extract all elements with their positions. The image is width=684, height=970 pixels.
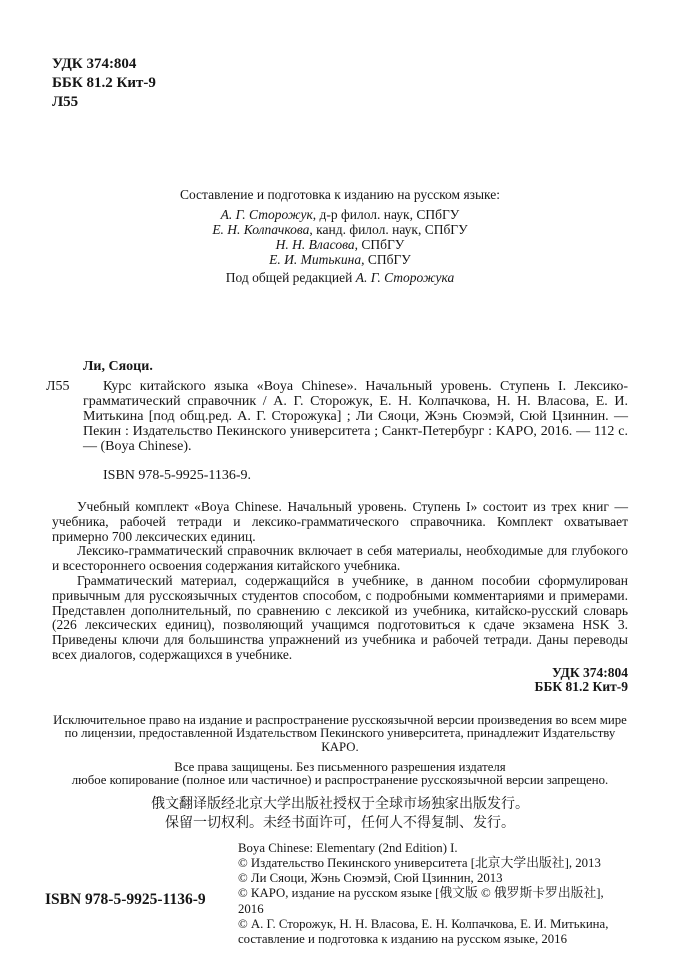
all-rights-reserved-notice — [52, 761, 628, 788]
editor-name: А. Г. Сторожука — [355, 270, 455, 285]
copyright-publisher-line: © Издательство Пекинского университета [北京大学出版社], 2013 — [238, 855, 601, 870]
copyright-title-line: Boya Chinese: Elementary (2nd Edition) I. — [238, 840, 458, 855]
compiler-name: Е. И. Митькина — [269, 252, 362, 267]
annotation-paragraph-1: Учебный комплект «Boya Chinese. Начальный уровень. Ступень I» состоит из трех книг — учебника, рабочей тетради и лексико-грамматического справочника. Комплект охватывает примерно 700 лексических единиц. — [52, 499, 628, 544]
catalog-author-heading: Ли, Сяоци. — [83, 359, 153, 374]
compiler-name: А. Г. Сторожук — [220, 207, 313, 222]
compiler-line — [52, 222, 628, 237]
editor-line — [52, 270, 628, 286]
bbk-code-bottom: ББК 81.2 Кит-9 — [534, 679, 628, 695]
author-sign-code: Л55 — [52, 94, 79, 110]
compiler-role: , д-р филол. наук, СПбГУ — [312, 207, 460, 222]
compiler-name: Н. Н. Власова — [275, 237, 355, 252]
compiler-role: , канд. филол. наук, СПбГУ — [309, 222, 468, 237]
exclusive-rights-line-1: Исключительное право на издание и распространение русскоязычной версии произведения во всем мире — [53, 712, 627, 727]
copyright-compilers-continuation-line: составление и подготовка к изданию на русском языке, 2016 — [238, 931, 567, 946]
catalog-author-sign: Л55 — [46, 379, 70, 394]
copyright-block — [238, 841, 628, 947]
udk-code: УДК 374:804 — [52, 56, 137, 72]
catalog-description: Курс китайского языка «Boya Chinese». Начальный уровень. Ступень I. Лексико-грамматический справочник / А. Г. Сторожук, Е. Н. Колпачкова, Н. Н. Власова, Е. И. Митькина [под общ.ред. А. Г. Сторожука] ; Ли Сяоци, Жэнь Сюэмэй, Сюй Цзиннин. — Пекин : Издательство Пекинского университета ; Санкт-Петербург : КАРО, 2016. — 112 с. — (Boya Chinese). — [83, 379, 628, 454]
annotation-paragraph-2: Лексико-грамматический справочник включает в себя материалы, необходимые для глубокого и всестороннего освоения содержания китайского учебника. — [52, 543, 628, 574]
top-classification-codes — [52, 0, 628, 112]
compiler-name: Е. Н. Колпачкова — [212, 222, 310, 237]
isbn-footer: ISBN 978-5-9925-1136-9 — [45, 891, 206, 908]
compiler-line — [52, 237, 628, 252]
editor-prefix: Под общей редакцией — [225, 270, 356, 285]
copyright-authors-line: © Ли Сяоци, Жэнь Сюэмэй, Сюй Цзиннин, 2013 — [238, 871, 503, 886]
bottom-classification-codes — [52, 666, 628, 695]
copyright-karo-line: © КАРО, издание на русском языке [俄文版 © 俄罗斯卡罗出版社], 2016 — [238, 886, 604, 916]
exclusive-rights-line-2: по лицензии, предоставленной Издательством Пекинского университета, принадлежит Издательству КАРО. — [64, 726, 616, 754]
all-rights-line-2: любое копирование (полное или частичное) и распространение русскоязычной версии запрещено. — [71, 773, 609, 788]
bbk-code: ББК 81.2 Кит-9 — [52, 75, 156, 91]
chinese-license-line-1: 俄文翻译版经北京大学出版社授权于全球市场独家出版发行。 — [151, 796, 529, 812]
annotation-block — [52, 500, 628, 663]
copyright-compilers-line: © А. Г. Сторожук, Н. Н. Власова, Е. Н. Колпачкова, Е. И. Митькина, — [238, 916, 609, 931]
chinese-license-block — [52, 795, 628, 834]
all-rights-line-1: Все права защищены. Без письменного разрешения издателя — [174, 759, 506, 774]
compilers-list — [52, 207, 628, 267]
catalog-entry-block — [46, 359, 628, 483]
catalog-isbn: ISBN 978-5-9925-1136-9. — [103, 468, 252, 483]
compiler-line — [52, 252, 628, 267]
compiler-line — [52, 207, 628, 222]
udk-code-bottom: УДК 374:804 — [552, 664, 628, 680]
compiler-role: , СПбГУ — [361, 252, 411, 267]
chinese-license-line-2: 保留一切权利。未经书面许可，任何人不得复制、发行。 — [165, 816, 515, 832]
compilers-block — [52, 187, 628, 286]
license-block — [52, 714, 628, 788]
exclusive-rights-notice — [52, 714, 628, 755]
compiler-role: , СПбГУ — [354, 237, 405, 252]
compilers-heading: Составление и подготовка к изданию на русском языке: — [179, 187, 501, 202]
annotation-paragraph-3: Грамматический материал, содержащийся в учебнике, в данном пособии сформулирован привычным для русскоязычных студентов способом, с подробными комментариями и примерами. Представлен дополнительный, по сравнению с лексикой из учебника, китайско-русский словарь (226 лексических единиц), позволяющий учащимся подготовиться к сдаче экзамена HSK 3. Приведены ключи для большинства упражнений из учебника и рабочей тетради. Даны переводы всех диалогов, содержащихся в учебнике. — [52, 572, 628, 662]
